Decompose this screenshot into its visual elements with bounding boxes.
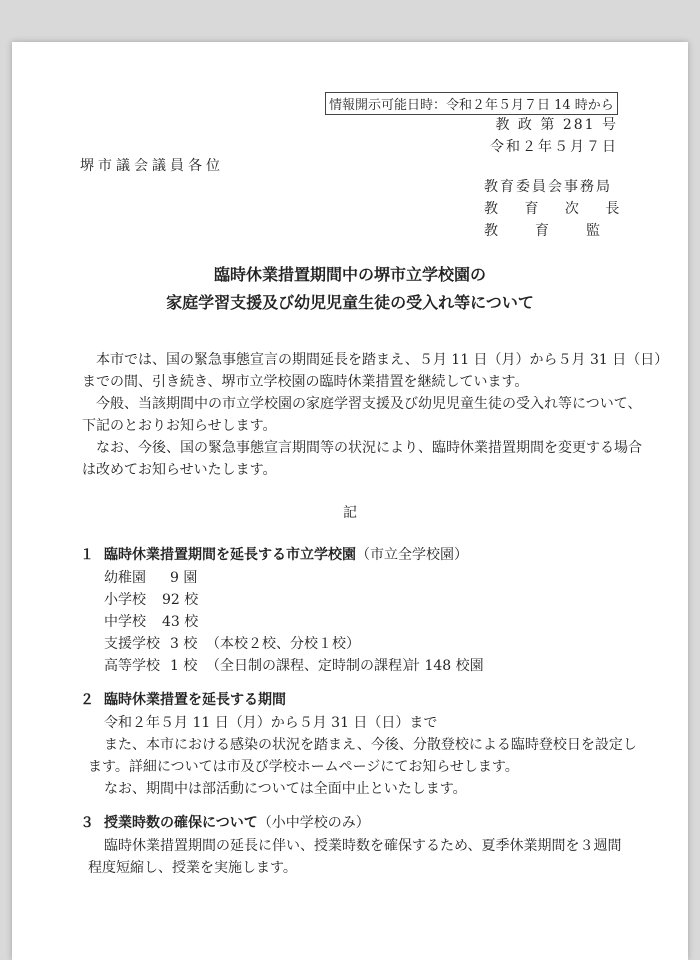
school-count: 9 園 [170,570,198,586]
school-count: 1 校 [170,658,198,674]
school-name: 高等学校 [104,658,160,674]
section2-line: また、本市における感染の状況を踏まえ、今後、分散登校による臨時登校日を設定し [104,737,637,753]
school-note: （全日制の課程、定時制の課程） [206,658,416,674]
section3-heading [80,812,370,832]
intro-line: 本市では、国の緊急事態宣言の期間延長を踏まえ、５月 11 日（月）から５月 31 日（日） [96,352,669,368]
school-name: 中学校 [104,614,146,630]
school-name: 小学校 [104,592,146,608]
section2-line: なお、期間中は部活動については全面中止といたします。 [104,781,467,797]
section1-heading [80,544,468,564]
school-name: 支援学校 [104,636,160,652]
section1-number: １ [80,547,94,563]
section1-title: 臨時休業措置期間を延長する市立学校園 [104,547,356,563]
section2-number: ２ [80,692,94,708]
sender-office: 教育委員会事務局 [484,179,612,195]
section2-line: 令和２年５月 11 日（月）から５月 31 日（日）まで [104,715,438,731]
section2-heading [80,689,286,709]
school-count: 92 校 [162,592,199,608]
school-name: 幼稚園 [104,570,146,586]
intro-line: なお、今後、国の緊急事態宣言期間等の状況により、臨時休業措置期間を変更する場合 [96,440,642,456]
intro-line: までの間、引き続き、堺市立学校園の臨時休業措置を継続しています。 [82,374,529,390]
document-title-line2: 家庭学習支援及び幼児児童生徒の受入れ等について [166,293,534,312]
intro-line: は改めてお知らせいたします。 [82,462,277,478]
section3-number: ３ [80,815,94,831]
document-date: 令和２年５月７日 [490,139,618,155]
addressee: 堺市議会議員各位 [80,158,224,174]
school-note: （本校２校、分校１校） [206,636,360,652]
school-row [104,567,146,587]
section2-title: 臨時休業措置を延長する期間 [104,692,286,708]
school-count: 3 校 [170,636,198,652]
intro-line: 下記のとおりお知らせします。 [82,418,277,434]
school-count: 43 校 [162,614,199,630]
intro-line: 今般、当該期間中の市立学校園の家庭学習支援及び幼児児童生徒の受入れ等について、 [96,396,642,412]
sender-title-deputy: 教 育 次 長 [484,201,631,217]
section2-line: ます。詳細については市及び学校ホームページにてお知らせします。 [88,759,519,775]
section3-subtitle: （小中学校のみ） [257,815,370,831]
section3-line: 程度短縮し、授業を実施します。 [88,860,297,876]
document-number: 教 政 第 281 号 [495,117,618,133]
sender-title-supervisor: 教 育 監 [484,223,603,239]
document-title-line1: 臨時休業措置期間中の堺市立学校園の [213,265,486,284]
section1-subtitle: （市立全学校園） [356,547,468,563]
school-total: 計 148 校園 [406,658,484,674]
disclosure-notice: 情報開示可能日時：令和２年５月７日 14 時から [325,92,618,115]
ki-separator: 記 [343,505,357,521]
section3-line: 臨時休業措置期間の延長に伴い、授業時数を確保するため、夏季休業期間を３週間 [104,838,622,854]
section3-title: 授業時数の確保について [104,815,258,831]
